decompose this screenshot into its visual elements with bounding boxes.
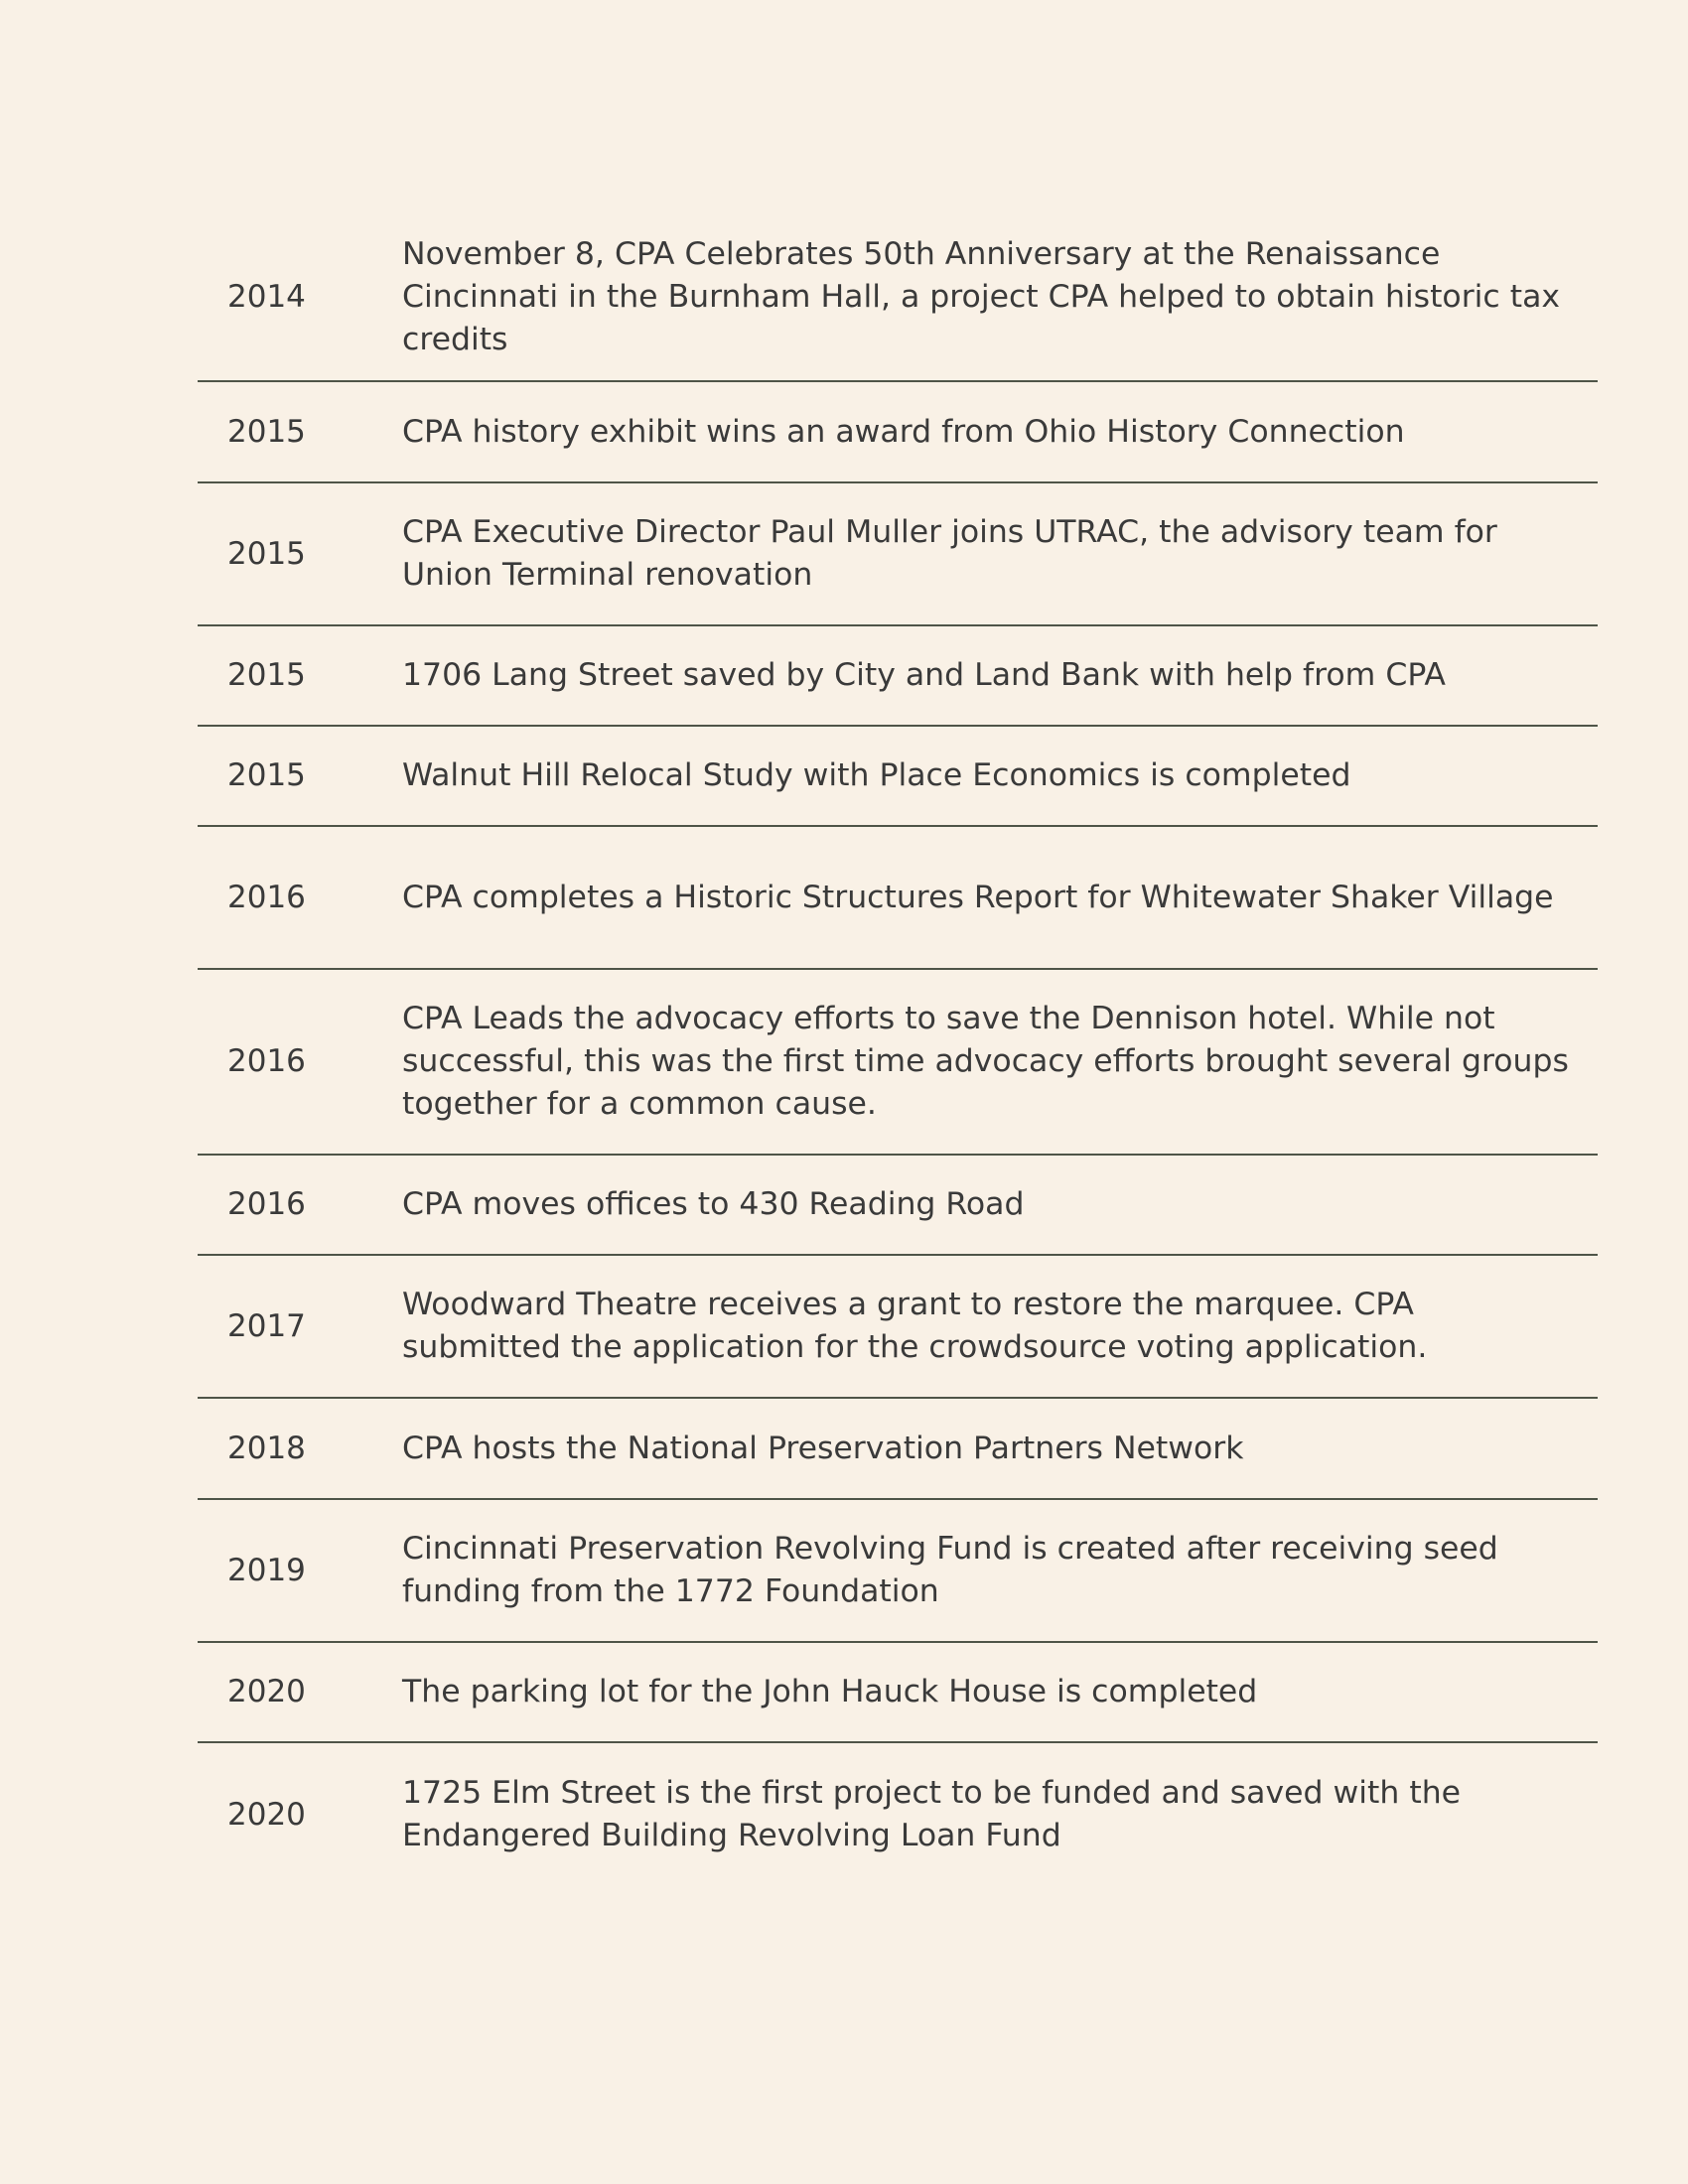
timeline-year: 2015 [227,535,306,572]
timeline-year: 2018 [227,1430,306,1466]
timeline-row [198,827,1598,970]
timeline-row [198,382,1598,483]
timeline-year: 2020 [227,1796,306,1833]
timeline-description: The parking lot for the John Hauck House is completed [402,1674,1258,1709]
timeline-description: Cincinnati Preservation Revolving Fund is created after receiving seed funding from the 1772 Foundation [402,1531,1498,1609]
timeline-year: 2015 [227,657,306,693]
timeline-description: CPA moves offices to 430 Reading Road [402,1186,1025,1222]
timeline-year: 2020 [227,1674,306,1709]
timeline-row [198,970,1598,1156]
timeline-description: CPA Leads the advocacy efforts to save the Dennison hotel. While not successful, this was the first time advocacy efforts brought several groups together for a common cause. [402,1001,1569,1122]
timeline-year: 2015 [227,413,306,450]
timeline-row [198,1643,1598,1743]
timeline-row [198,213,1598,382]
timeline-year: 2015 [227,757,306,793]
timeline-year: 2016 [227,879,306,915]
timeline-row [198,483,1598,626]
timeline-year: 2016 [227,1043,306,1079]
timeline-row [198,1156,1598,1256]
timeline-description: 1706 Lang Street saved by City and Land Bank with help from CPA [402,657,1446,693]
timeline-description: Woodward Theatre receives a grant to restore the marquee. CPA submitted the application for the crowdsource voting application. [402,1287,1428,1365]
timeline-description: November 8, CPA Celebrates 50th Anniversary at the Renaissance Cincinnati in the Burnham Hall, a project CPA helped to obtain historic tax credits [402,235,1561,357]
timeline-description: Walnut Hill Relocal Study with Place Economics is completed [402,757,1351,793]
timeline-description: CPA history exhibit wins an award from Ohio History Connection [402,413,1405,450]
timeline-description: CPA completes a Historic Structures Report for Whitewater Shaker Village [402,879,1554,915]
timeline-row [198,626,1598,727]
timeline-row [198,1256,1598,1399]
timeline-year: 2019 [227,1552,306,1588]
timeline-row [198,727,1598,827]
timeline-description: CPA hosts the National Preservation Partners Network [402,1430,1244,1466]
timeline-description: CPA Executive Director Paul Muller joins UTRAC, the advisory team for Union Terminal renovation [402,514,1497,593]
timeline-year: 2014 [227,278,306,315]
timeline-year: 2016 [227,1186,306,1222]
timeline-row [198,1500,1598,1643]
timeline-row [198,1743,1598,1886]
timeline-year: 2017 [227,1307,306,1344]
timeline-table [198,213,1598,1886]
timeline-description: 1725 Elm Street is the first project to be funded and saved with the Endangered Building Revolving Loan Fund [402,1775,1462,1853]
timeline-row [198,1399,1598,1500]
